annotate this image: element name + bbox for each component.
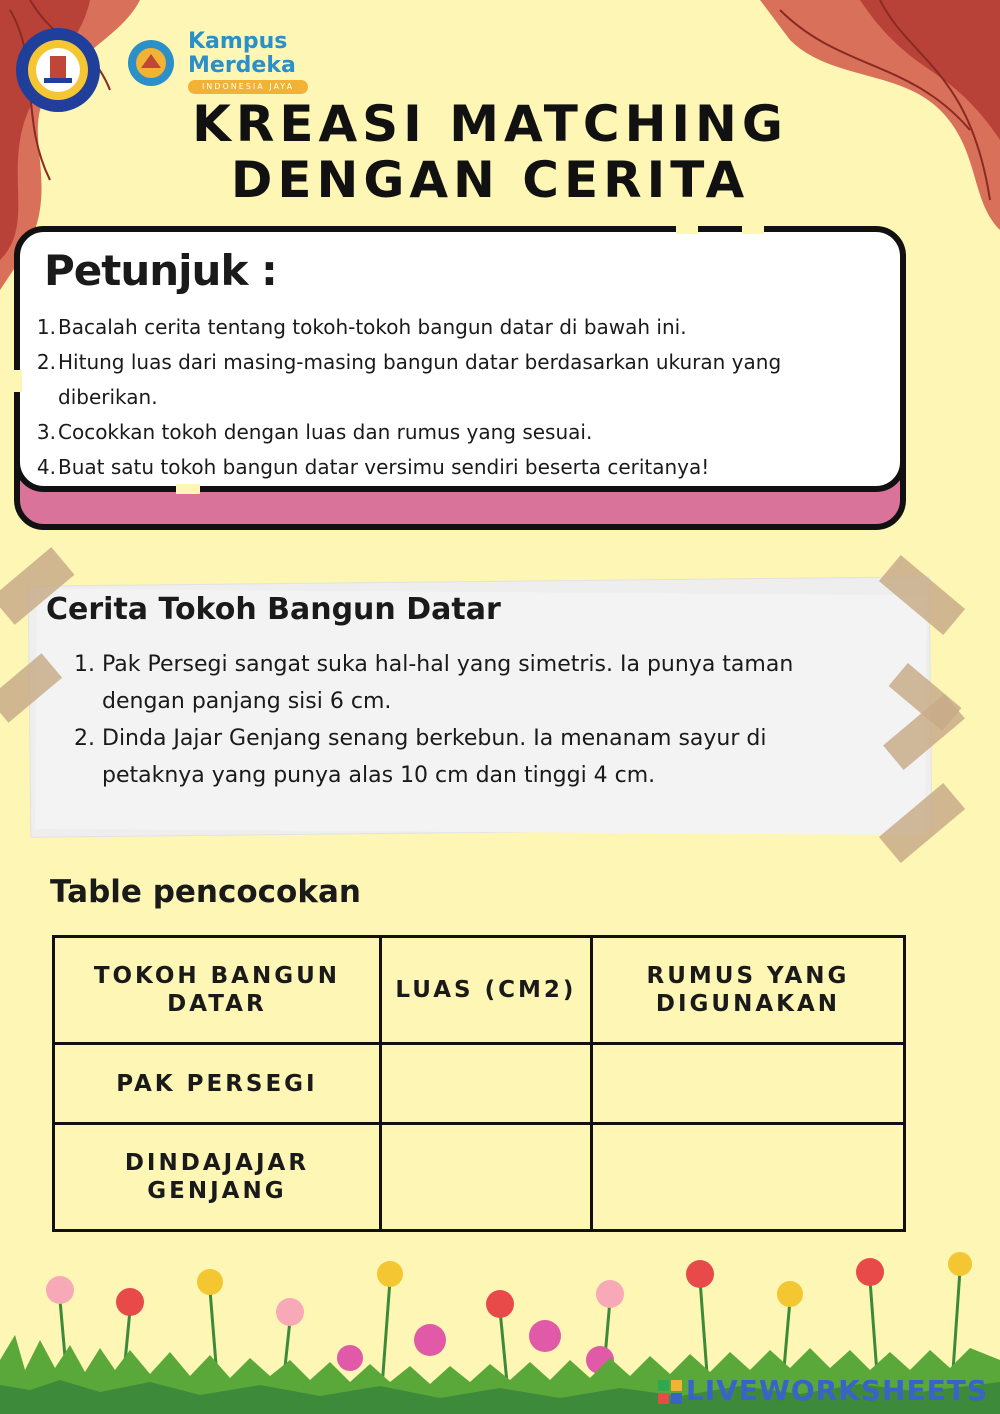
card-border-gap (742, 224, 764, 234)
university-logo (14, 26, 102, 114)
kampus-merdeka-text: Kampus Merdeka (188, 29, 296, 78)
table-row (54, 1124, 905, 1231)
story-item: 1. Pak Persegi sangat suka hal-hal yang simetris. Ia punya taman dengan panjang sisi 6 cm. (74, 652, 794, 714)
kampus-merdeka-logo (126, 30, 316, 96)
instruction-item: 3. Cocokkan tokoh dengan luas dan rumus yang sesuai. (36, 420, 593, 444)
card-border-gap (176, 484, 200, 494)
story-item: 2. Dinda Jajar Genjang senang berkebun. Ia menanam sayur di petaknya yang punya alas 10 cm dan tinggi 4 cm. (74, 726, 767, 788)
instruction-item: 2. Hitung luas dari masing-masing bangun datar berdasarkan ukuran yang diberikan. (36, 350, 782, 409)
instruction-item: 4. Buat satu tokoh bangun datar versimu sendiri beserta ceritanya! (36, 455, 710, 479)
story-heading: Cerita Tokoh Bangun Datar (46, 592, 501, 627)
column-header: TOKOH BANGUN DATAR (54, 937, 381, 1044)
liveworksheets-watermark: LIVEWORKSHEETS (658, 1374, 988, 1407)
luas-answer-cell[interactable] (380, 1044, 591, 1124)
instructions-list (24, 310, 864, 485)
liveworksheets-logo-icon (658, 1380, 682, 1404)
column-header: RUMUS YANG DIGUNAKAN (591, 937, 904, 1044)
card-border-gap (676, 224, 698, 234)
page-title: KREASI MATCHING DENGAN CERITA (192, 95, 788, 209)
tokoh-cell: DINDAJAJAR GENJANG (54, 1124, 381, 1231)
table-header-row (54, 937, 905, 1044)
rumus-answer-cell[interactable] (591, 1124, 904, 1231)
column-header: LUAS (CM2) (380, 937, 591, 1044)
table-row (54, 1044, 905, 1124)
card-border-gap (12, 370, 22, 392)
matching-table (52, 935, 906, 1232)
rumus-answer-cell[interactable] (591, 1044, 904, 1124)
instructions-heading: Petunjuk : (44, 246, 277, 295)
tokoh-cell: PAK PERSEGI (54, 1044, 381, 1124)
kampus-merdeka-emblem-icon (126, 38, 176, 88)
story-list (74, 646, 844, 794)
kampus-merdeka-tag: INDONESIA JAYA (188, 80, 308, 94)
luas-answer-cell[interactable] (380, 1124, 591, 1231)
instruction-item: 1. Bacalah cerita tentang tokoh-tokoh bangun datar di bawah ini. (36, 315, 687, 339)
table-heading: Table pencocokan (50, 874, 361, 910)
